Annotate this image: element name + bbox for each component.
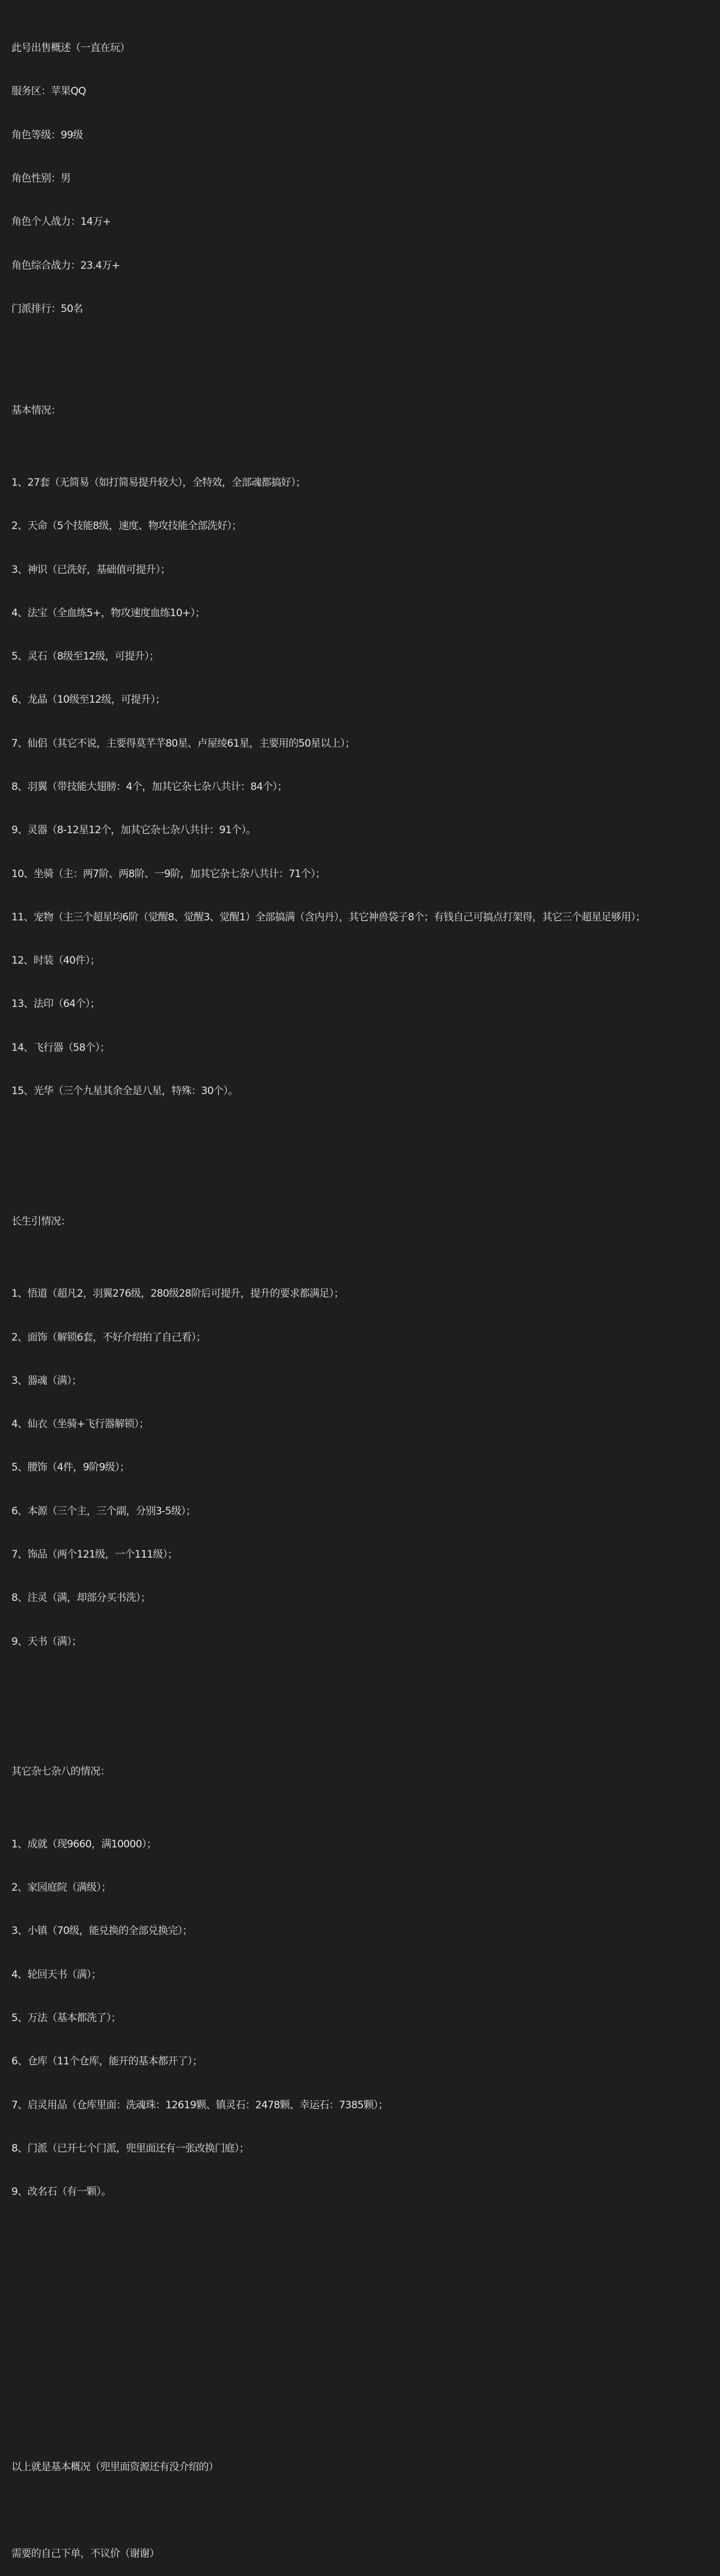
personal-power-line: 角色个人战力：14万+ (11, 216, 111, 228)
changsheng-list (11, 1258, 718, 1678)
gender-line: 角色性别：男 (11, 173, 71, 185)
list-item: 2、家园庭院（满级）； (11, 1882, 111, 1894)
list-item: 1、悟道（超凡2，羽翼276级，280级28阶后可提升，提升的要求都满足）； (11, 1288, 344, 1300)
list-item: 7、饰品（两个121级，一个111级）； (11, 1548, 178, 1561)
total-power-line: 角色综合战力：23.4万+ (11, 259, 120, 272)
list-item: 8、羽翼（带技能大翅膀：4个，加其它杂七杂八共计：84个）； (11, 780, 287, 793)
list-item: 3、器魂（满）； (11, 1374, 82, 1387)
list-item: 1、27套（无简易（如打简易提升较大），全特效，全部魂都搞好）； (11, 477, 306, 489)
basic-heading: 基本情况： (11, 404, 61, 417)
basic-list (11, 447, 718, 1127)
list-item: 5、万法（基本都洗了）； (11, 2012, 121, 2024)
list-item: 3、小镇（70级，能兑换的全部兑换完）； (11, 1925, 192, 1938)
misc-list (11, 1808, 718, 2229)
closing-line: 需要的自己下单，不议价（谢谢） (11, 2548, 159, 2560)
list-item: 10、坐骑（主：两7阶、两8阶、一9阶，加其它杂七杂八共计：71个）； (11, 867, 326, 880)
misc-heading: 其它杂七杂八的情况： (11, 1766, 110, 1778)
level-line: 角色等级：99级 (11, 129, 83, 141)
list-item: 7、启灵用品（仓库里面：洗魂珠：12619颗、镇灵石：2478颗、幸运石：7385颗）； (11, 2099, 388, 2111)
list-item: 4、法宝（全血练5+，物攻速度血练10+）； (11, 607, 206, 619)
list-item: 11、宠物（主三个超星均6阶（觉醒8、觉醒3、觉醒1）全部搞满（含内丹），其它神兽袋子8个；有钱自己可搞点打架得，其它三个超星足够用）； (11, 911, 645, 923)
list-item: 4、轮回天书（满）； (11, 1968, 102, 1981)
list-item: 6、本源（三个主，三个副，分别3-5级）； (11, 1505, 196, 1517)
list-item: 2、面饰（解锁6套，不好介绍拍了自己看）； (11, 1331, 206, 1344)
list-item: 2、天命（5个技能8级，速度、物攻技能全部洗好）； (11, 520, 242, 533)
list-item: 9、灵器（8-12星12个，加其它杂七杂八共计：91个）。 (11, 824, 256, 837)
list-item: 8、门派（已开七个门派，兜里面还有一张改换门庭）； (11, 2142, 249, 2155)
list-item: 13、法印（64个）； (11, 998, 100, 1011)
list-item: 5、灵石（8级至12级，可提升）； (11, 650, 159, 663)
changsheng-heading: 长生引情况： (11, 1215, 71, 1228)
list-item: 1、成就（现9660，满10000）； (11, 1838, 157, 1850)
sect-rank-line: 门派排行：50名 (11, 302, 83, 315)
list-item: 7、仙侣（其它不说，主要得莫芊芊80星、卢屋绫61星，主要用的50星以上）； (11, 737, 355, 750)
list-item: 8、注灵（满，却部分买书洗）； (11, 1592, 151, 1605)
list-item: 6、仓库（11个仓库，能开的基本都开了）； (11, 2055, 203, 2068)
list-item: 9、天书（满）； (11, 1635, 82, 1648)
list-item: 15、光华（三个九星其余全是八星，特殊：30个）。 (11, 1085, 238, 1097)
list-item: 6、龙晶（10级至12级，可提升）； (11, 694, 165, 706)
list-item: 5、腰饰（4件，9阶9级）； (11, 1461, 130, 1474)
list-item: 9、改名石（有一颗）。 (11, 2186, 111, 2198)
server-line: 服务区：苹果QQ (11, 85, 86, 98)
list-item: 12、时装（40件）； (11, 955, 100, 967)
list-item: 3、神识（已洗好，基础值可提升）； (11, 563, 171, 576)
list-item: 14、飞行器（58个）； (11, 1041, 110, 1054)
summary-line: 以上就是基本概况（兜里面资源还有没介绍的） (11, 2461, 219, 2473)
listing-title: 此号出售概述（一直在玩） (11, 42, 130, 55)
listing-document (11, 12, 718, 2576)
list-item: 4、仙衣（坐骑+飞行器解锁）； (11, 1418, 149, 1431)
